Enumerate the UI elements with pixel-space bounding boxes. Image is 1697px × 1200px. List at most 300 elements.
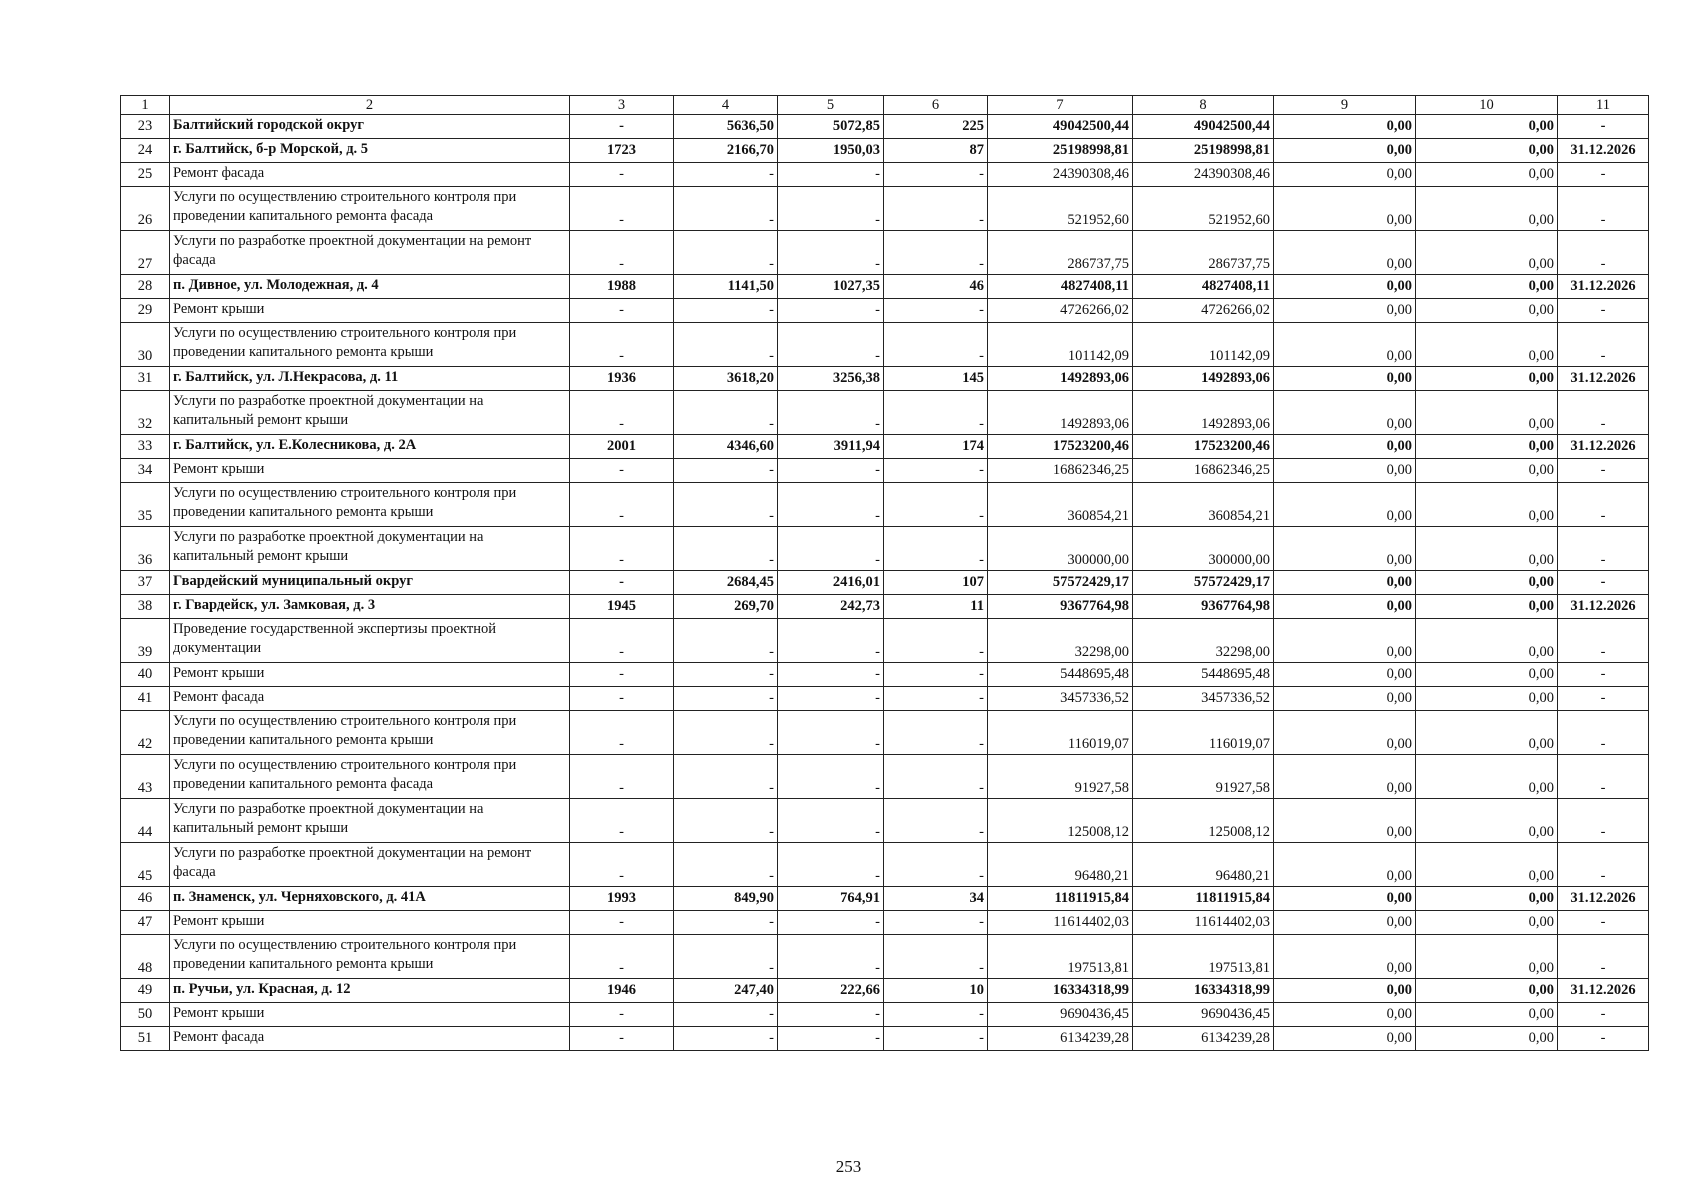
area-total-cell: - (674, 323, 778, 367)
residents-cell: - (884, 163, 988, 187)
area-total-cell: - (674, 187, 778, 231)
row-description: Ремонт фасада (170, 687, 570, 711)
area-living-cell: 2416,01 (778, 571, 884, 595)
residents-cell: 10 (884, 979, 988, 1003)
cost-fund-cell: 360854,21 (1133, 483, 1274, 527)
area-total-cell: - (674, 663, 778, 687)
cost-budget-cell: 0,00 (1274, 619, 1416, 663)
cost-total-cell: 5448695,48 (988, 663, 1133, 687)
table-row (121, 663, 1649, 687)
cost-total-cell: 9690436,45 (988, 1003, 1133, 1027)
row-description: Услуги по разработке проектной документации на капитальный ремонт крыши (170, 799, 570, 843)
cost-total-cell: 9367764,98 (988, 595, 1133, 619)
residents-cell: - (884, 187, 988, 231)
deadline-cell: - (1558, 935, 1649, 979)
area-living-cell: 3911,94 (778, 435, 884, 459)
table-row (121, 711, 1649, 755)
row-description: п. Ручьи, ул. Красная, д. 12 (170, 979, 570, 1003)
table-row (121, 115, 1649, 139)
row-number: 39 (121, 619, 170, 663)
year-cell: - (570, 299, 674, 323)
cost-owners-cell: 0,00 (1416, 187, 1558, 231)
row-description: Ремонт фасада (170, 163, 570, 187)
year-cell: - (570, 663, 674, 687)
year-cell: - (570, 1027, 674, 1051)
deadline-cell: - (1558, 911, 1649, 935)
year-cell: 1936 (570, 367, 674, 391)
area-total-cell: - (674, 755, 778, 799)
cost-total-cell: 11811915,84 (988, 887, 1133, 911)
row-number: 51 (121, 1027, 170, 1051)
cost-fund-cell: 17523200,46 (1133, 435, 1274, 459)
cost-budget-cell: 0,00 (1274, 935, 1416, 979)
cost-budget-cell: 0,00 (1274, 979, 1416, 1003)
column-number-header: 2 (170, 96, 570, 115)
year-cell: - (570, 483, 674, 527)
row-description: Услуги по разработке проектной документации на ремонт фасада (170, 231, 570, 275)
cost-owners-cell: 0,00 (1416, 755, 1558, 799)
deadline-cell: - (1558, 459, 1649, 483)
residents-cell: - (884, 1027, 988, 1051)
cost-fund-cell: 1492893,06 (1133, 391, 1274, 435)
deadline-cell: 31.12.2026 (1558, 979, 1649, 1003)
area-living-cell: - (778, 911, 884, 935)
row-number: 45 (121, 843, 170, 887)
area-living-cell: - (778, 459, 884, 483)
table-row (121, 979, 1649, 1003)
deadline-cell: - (1558, 619, 1649, 663)
cost-fund-cell: 11811915,84 (1133, 887, 1274, 911)
residents-cell: 225 (884, 115, 988, 139)
cost-fund-cell: 24390308,46 (1133, 163, 1274, 187)
area-living-cell: - (778, 231, 884, 275)
cost-total-cell: 197513,81 (988, 935, 1133, 979)
cost-fund-cell: 9690436,45 (1133, 1003, 1274, 1027)
table-row (121, 1003, 1649, 1027)
column-number-header: 5 (778, 96, 884, 115)
row-description: Услуги по осуществлению строительного контроля при проведении капитального ремонта фасада (170, 755, 570, 799)
cost-total-cell: 360854,21 (988, 483, 1133, 527)
column-number-header: 1 (121, 96, 170, 115)
table-row (121, 911, 1649, 935)
cost-budget-cell: 0,00 (1274, 527, 1416, 571)
cost-owners-cell: 0,00 (1416, 911, 1558, 935)
residents-cell: - (884, 711, 988, 755)
year-cell: - (570, 163, 674, 187)
row-description: Услуги по осуществлению строительного контроля при проведении капитального ремонта крыши (170, 323, 570, 367)
residents-cell: - (884, 483, 988, 527)
area-total-cell: 269,70 (674, 595, 778, 619)
cost-owners-cell: 0,00 (1416, 163, 1558, 187)
year-cell: - (570, 1003, 674, 1027)
cost-budget-cell: 0,00 (1274, 663, 1416, 687)
cost-budget-cell: 0,00 (1274, 571, 1416, 595)
area-total-cell: - (674, 843, 778, 887)
residents-cell: - (884, 391, 988, 435)
row-number: 23 (121, 115, 170, 139)
cost-owners-cell: 0,00 (1416, 1003, 1558, 1027)
area-total-cell: 1141,50 (674, 275, 778, 299)
area-total-cell: - (674, 527, 778, 571)
area-living-cell: 222,66 (778, 979, 884, 1003)
table-row (121, 139, 1649, 163)
row-description: г. Балтийск, ул. Е.Колесникова, д. 2А (170, 435, 570, 459)
row-number: 49 (121, 979, 170, 1003)
row-number: 37 (121, 571, 170, 595)
area-living-cell: - (778, 663, 884, 687)
year-cell: - (570, 231, 674, 275)
cost-owners-cell: 0,00 (1416, 687, 1558, 711)
cost-budget-cell: 0,00 (1274, 1003, 1416, 1027)
year-cell: 2001 (570, 435, 674, 459)
cost-owners-cell: 0,00 (1416, 619, 1558, 663)
cost-budget-cell: 0,00 (1274, 1027, 1416, 1051)
row-description: Услуги по осуществлению строительного контроля при проведении капитального ремонта крыши (170, 483, 570, 527)
area-living-cell: - (778, 799, 884, 843)
cost-fund-cell: 91927,58 (1133, 755, 1274, 799)
data-table (120, 95, 1649, 1051)
year-cell: 1945 (570, 595, 674, 619)
cost-owners-cell: 0,00 (1416, 843, 1558, 887)
cost-total-cell: 6134239,28 (988, 1027, 1133, 1051)
deadline-cell: - (1558, 163, 1649, 187)
column-number-header: 4 (674, 96, 778, 115)
area-total-cell: 2684,45 (674, 571, 778, 595)
row-description: Услуги по осуществлению строительного контроля при проведении капитального ремонта фасада (170, 187, 570, 231)
residents-cell: - (884, 755, 988, 799)
cost-budget-cell: 0,00 (1274, 115, 1416, 139)
row-number: 26 (121, 187, 170, 231)
year-cell: 1993 (570, 887, 674, 911)
deadline-cell: - (1558, 687, 1649, 711)
column-number-header: 10 (1416, 96, 1558, 115)
table-row (121, 187, 1649, 231)
cost-budget-cell: 0,00 (1274, 139, 1416, 163)
cost-total-cell: 17523200,46 (988, 435, 1133, 459)
cost-owners-cell: 0,00 (1416, 367, 1558, 391)
year-cell: - (570, 687, 674, 711)
area-living-cell: 242,73 (778, 595, 884, 619)
table-row (121, 887, 1649, 911)
cost-fund-cell: 11614402,03 (1133, 911, 1274, 935)
cost-owners-cell: 0,00 (1416, 979, 1558, 1003)
cost-budget-cell: 0,00 (1274, 187, 1416, 231)
cost-fund-cell: 197513,81 (1133, 935, 1274, 979)
cost-total-cell: 286737,75 (988, 231, 1133, 275)
cost-budget-cell: 0,00 (1274, 595, 1416, 619)
row-number: 44 (121, 799, 170, 843)
deadline-cell: - (1558, 323, 1649, 367)
cost-total-cell: 125008,12 (988, 799, 1133, 843)
deadline-cell: 31.12.2026 (1558, 367, 1649, 391)
cost-total-cell: 96480,21 (988, 843, 1133, 887)
row-number: 38 (121, 595, 170, 619)
deadline-cell: - (1558, 755, 1649, 799)
residents-cell: - (884, 619, 988, 663)
cost-budget-cell: 0,00 (1274, 459, 1416, 483)
residents-cell: - (884, 687, 988, 711)
year-cell: - (570, 799, 674, 843)
cost-total-cell: 1492893,06 (988, 391, 1133, 435)
deadline-cell: - (1558, 571, 1649, 595)
cost-fund-cell: 25198998,81 (1133, 139, 1274, 163)
row-number: 25 (121, 163, 170, 187)
cost-total-cell: 11614402,03 (988, 911, 1133, 935)
year-cell: - (570, 935, 674, 979)
year-cell: - (570, 459, 674, 483)
cost-total-cell: 24390308,46 (988, 163, 1133, 187)
area-living-cell: - (778, 299, 884, 323)
table-row (121, 435, 1649, 459)
cost-total-cell: 3457336,52 (988, 687, 1133, 711)
row-number: 41 (121, 687, 170, 711)
table-row (121, 391, 1649, 435)
residents-cell: - (884, 799, 988, 843)
cost-owners-cell: 0,00 (1416, 887, 1558, 911)
cost-budget-cell: 0,00 (1274, 711, 1416, 755)
cost-owners-cell: 0,00 (1416, 139, 1558, 163)
cost-owners-cell: 0,00 (1416, 299, 1558, 323)
row-number: 24 (121, 139, 170, 163)
table-row (121, 687, 1649, 711)
area-total-cell: - (674, 1003, 778, 1027)
residents-cell: 34 (884, 887, 988, 911)
column-number-header: 7 (988, 96, 1133, 115)
residents-cell: - (884, 1003, 988, 1027)
residents-cell: - (884, 935, 988, 979)
cost-fund-cell: 6134239,28 (1133, 1027, 1274, 1051)
row-description: г. Балтийск, ул. Л.Некрасова, д. 11 (170, 367, 570, 391)
residents-cell: - (884, 299, 988, 323)
cost-budget-cell: 0,00 (1274, 435, 1416, 459)
cost-owners-cell: 0,00 (1416, 483, 1558, 527)
cost-total-cell: 25198998,81 (988, 139, 1133, 163)
year-cell: - (570, 911, 674, 935)
cost-owners-cell: 0,00 (1416, 275, 1558, 299)
area-total-cell: - (674, 231, 778, 275)
area-total-cell: - (674, 619, 778, 663)
cost-fund-cell: 1492893,06 (1133, 367, 1274, 391)
cost-fund-cell: 57572429,17 (1133, 571, 1274, 595)
cost-owners-cell: 0,00 (1416, 231, 1558, 275)
area-total-cell: - (674, 299, 778, 323)
row-description: Балтийский городской округ (170, 115, 570, 139)
column-number-header: 3 (570, 96, 674, 115)
row-number: 30 (121, 323, 170, 367)
table-row (121, 367, 1649, 391)
year-cell: 1946 (570, 979, 674, 1003)
area-total-cell: 5636,50 (674, 115, 778, 139)
row-number: 50 (121, 1003, 170, 1027)
area-living-cell: 3256,38 (778, 367, 884, 391)
cost-budget-cell: 0,00 (1274, 163, 1416, 187)
area-living-cell: - (778, 391, 884, 435)
area-total-cell: - (674, 911, 778, 935)
table-row (121, 163, 1649, 187)
year-cell: 1988 (570, 275, 674, 299)
cost-fund-cell: 4726266,02 (1133, 299, 1274, 323)
area-total-cell: - (674, 459, 778, 483)
area-total-cell: - (674, 1027, 778, 1051)
cost-fund-cell: 49042500,44 (1133, 115, 1274, 139)
area-living-cell: - (778, 527, 884, 571)
deadline-cell: - (1558, 1003, 1649, 1027)
area-living-cell: - (778, 323, 884, 367)
cost-budget-cell: 0,00 (1274, 231, 1416, 275)
cost-total-cell: 116019,07 (988, 711, 1133, 755)
deadline-cell: - (1558, 711, 1649, 755)
cost-budget-cell: 0,00 (1274, 299, 1416, 323)
cost-owners-cell: 0,00 (1416, 527, 1558, 571)
deadline-cell: - (1558, 843, 1649, 887)
table-row (121, 1027, 1649, 1051)
year-cell: - (570, 187, 674, 231)
cost-owners-cell: 0,00 (1416, 459, 1558, 483)
year-cell: - (570, 711, 674, 755)
deadline-cell: 31.12.2026 (1558, 595, 1649, 619)
cost-total-cell: 16334318,99 (988, 979, 1133, 1003)
cost-fund-cell: 286737,75 (1133, 231, 1274, 275)
column-number-header: 11 (1558, 96, 1649, 115)
row-number: 33 (121, 435, 170, 459)
residents-cell: 46 (884, 275, 988, 299)
cost-budget-cell: 0,00 (1274, 323, 1416, 367)
year-cell: - (570, 115, 674, 139)
area-total-cell: 849,90 (674, 887, 778, 911)
residents-cell: 174 (884, 435, 988, 459)
row-description: Гвардейский муниципальный округ (170, 571, 570, 595)
year-cell: - (570, 843, 674, 887)
area-living-cell: - (778, 687, 884, 711)
table-row (121, 755, 1649, 799)
row-number: 31 (121, 367, 170, 391)
cost-budget-cell: 0,00 (1274, 687, 1416, 711)
deadline-cell: - (1558, 663, 1649, 687)
table-row (121, 323, 1649, 367)
cost-fund-cell: 101142,09 (1133, 323, 1274, 367)
cost-budget-cell: 0,00 (1274, 367, 1416, 391)
cost-owners-cell: 0,00 (1416, 435, 1558, 459)
cost-total-cell: 521952,60 (988, 187, 1133, 231)
area-living-cell: - (778, 483, 884, 527)
area-total-cell: - (674, 391, 778, 435)
row-description: Услуги по разработке проектной документации на капитальный ремонт крыши (170, 527, 570, 571)
deadline-cell: - (1558, 187, 1649, 231)
cost-owners-cell: 0,00 (1416, 935, 1558, 979)
cost-budget-cell: 0,00 (1274, 275, 1416, 299)
table-row (121, 571, 1649, 595)
table-row (121, 231, 1649, 275)
cost-fund-cell: 16334318,99 (1133, 979, 1274, 1003)
row-number: 35 (121, 483, 170, 527)
area-living-cell: - (778, 187, 884, 231)
area-living-cell: - (778, 1027, 884, 1051)
deadline-cell: 31.12.2026 (1558, 887, 1649, 911)
year-cell: - (570, 323, 674, 367)
cost-budget-cell: 0,00 (1274, 391, 1416, 435)
residents-cell: - (884, 459, 988, 483)
cost-owners-cell: 0,00 (1416, 571, 1558, 595)
cost-total-cell: 16862346,25 (988, 459, 1133, 483)
cost-total-cell: 49042500,44 (988, 115, 1133, 139)
residents-cell: 107 (884, 571, 988, 595)
cost-owners-cell: 0,00 (1416, 323, 1558, 367)
residents-cell: - (884, 323, 988, 367)
residents-cell: - (884, 911, 988, 935)
table-row (121, 595, 1649, 619)
cost-owners-cell: 0,00 (1416, 391, 1558, 435)
row-number: 34 (121, 459, 170, 483)
deadline-cell: - (1558, 527, 1649, 571)
year-cell: - (570, 391, 674, 435)
area-living-cell: - (778, 935, 884, 979)
cost-fund-cell: 4827408,11 (1133, 275, 1274, 299)
year-cell: 1723 (570, 139, 674, 163)
deadline-cell: - (1558, 231, 1649, 275)
row-description: г. Балтийск, б-р Морской, д. 5 (170, 139, 570, 163)
table-row (121, 459, 1649, 483)
area-total-cell: - (674, 935, 778, 979)
residents-cell: - (884, 843, 988, 887)
residents-cell: - (884, 231, 988, 275)
area-living-cell: - (778, 711, 884, 755)
cost-budget-cell: 0,00 (1274, 755, 1416, 799)
cost-fund-cell: 521952,60 (1133, 187, 1274, 231)
table-row (121, 299, 1649, 323)
table-row (121, 275, 1649, 299)
area-total-cell: - (674, 163, 778, 187)
area-living-cell: 764,91 (778, 887, 884, 911)
deadline-cell: 31.12.2026 (1558, 275, 1649, 299)
row-description: п. Дивное, ул. Молодежная, д. 4 (170, 275, 570, 299)
row-number: 27 (121, 231, 170, 275)
row-description: Ремонт фасада (170, 1027, 570, 1051)
deadline-cell: - (1558, 299, 1649, 323)
cost-total-cell: 1492893,06 (988, 367, 1133, 391)
row-description: Услуги по разработке проектной документации на капитальный ремонт крыши (170, 391, 570, 435)
row-number: 43 (121, 755, 170, 799)
area-living-cell: 1027,35 (778, 275, 884, 299)
deadline-cell: - (1558, 1027, 1649, 1051)
year-cell: - (570, 527, 674, 571)
area-living-cell: 5072,85 (778, 115, 884, 139)
cost-fund-cell: 3457336,52 (1133, 687, 1274, 711)
cost-budget-cell: 0,00 (1274, 843, 1416, 887)
row-number: 48 (121, 935, 170, 979)
residents-cell: 11 (884, 595, 988, 619)
row-number: 29 (121, 299, 170, 323)
cost-fund-cell: 125008,12 (1133, 799, 1274, 843)
area-living-cell: - (778, 1003, 884, 1027)
cost-owners-cell: 0,00 (1416, 1027, 1558, 1051)
deadline-cell: - (1558, 391, 1649, 435)
residents-cell: - (884, 663, 988, 687)
table-row (121, 619, 1649, 663)
row-description: Ремонт крыши (170, 459, 570, 483)
row-description: Ремонт крыши (170, 911, 570, 935)
cost-fund-cell: 96480,21 (1133, 843, 1274, 887)
cost-fund-cell: 300000,00 (1133, 527, 1274, 571)
table-row (121, 483, 1649, 527)
area-total-cell: - (674, 483, 778, 527)
table-row (121, 843, 1649, 887)
cost-total-cell: 32298,00 (988, 619, 1133, 663)
deadline-cell: 31.12.2026 (1558, 435, 1649, 459)
cost-owners-cell: 0,00 (1416, 799, 1558, 843)
cost-budget-cell: 0,00 (1274, 799, 1416, 843)
cost-budget-cell: 0,00 (1274, 911, 1416, 935)
area-living-cell: - (778, 619, 884, 663)
